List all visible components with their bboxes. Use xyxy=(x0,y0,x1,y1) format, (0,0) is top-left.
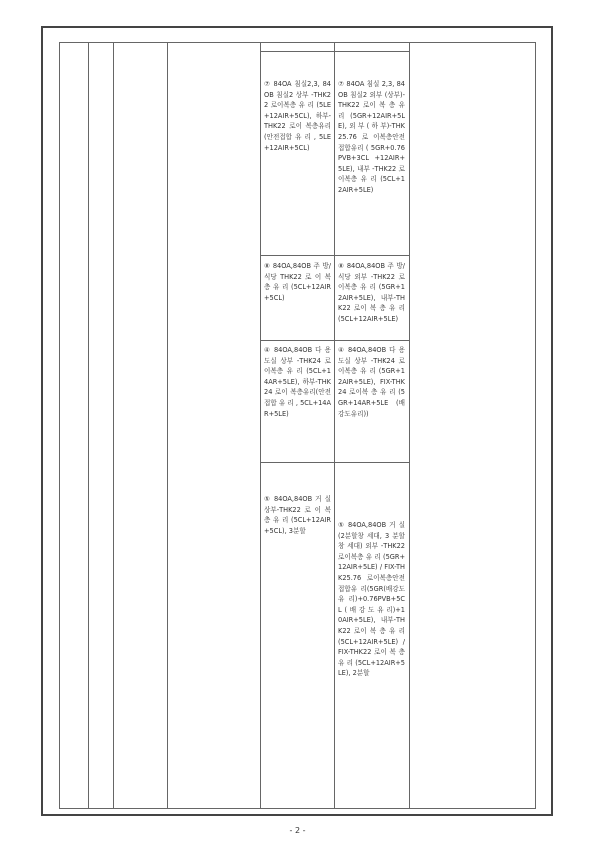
spec-before-cell: ⑤ 84OA,84OB 거 실 상부-THK22 로 이 복 층 유 리 (5CL+12AIR+5CL), 3분할 xyxy=(264,495,334,535)
spec-after-cell: ④ 84OA,84OB 다 용도실 상부 -THK24 로이복층 유 리 (5GR+12AIR+5LE), FIX-THK24 로이복 층 유 리 (5GR+14AR+5LE (배강도유리)) xyxy=(338,346,405,418)
row-divider xyxy=(260,462,409,463)
spec-after-cell: ⑤ 84OA,84OB 거 실(2분할창 세대, 3 분할창 세대) 외부 -THK22 로이복층 유 리 (5GR+12AIR+5LE) / FIX-THK25.76 로이복층안전접합유 리(5GR(배강도유 리)+0.76PVB+5CL ( 배 강 도 유 리)+10AIR+5LE), 내부-THK22 로이 복 층 유 리 (5CL+12AIR+5LE) / FIX-THK22 로이 복 층 유 리 (5CL+12AIR+5LE), 2분할 xyxy=(338,521,408,678)
spec-before-cell: ④ 84OA,84OB 다 용도실 상부 -THK24 로이복층 유 리 (5CL+14AR+5LE), 하부-THK24 로이 복층유리(안전접합 유 리 , 5CL+14AR+5LE) xyxy=(264,346,331,418)
spec-before-cell: ⑦ 84OA 침실2,3, 84OB 침실2 상부 -THK22 로이복층 유 리 (5LE+12AIR+5CL), 하부-THK22 로이 복층유리(안전접합 유 리 , 5LE+12AIR+5CL) xyxy=(264,80,331,152)
column-divider xyxy=(409,43,410,808)
spec-after-cell: ⑦ 84OA 침실 2,3, 84OB 침실2 외부 (상부)-THK22 로이 복 층 유 리 (5GR+12AIR+5LE), 외 부 ( 하 부)-THK25.76 로 이복층안전접합유리 ( 5GR+0.76PVB+3CL +12AIR+5LE), 내부 -THK22 로이복층 유 리 (5CL+12AIR+5LE) xyxy=(338,80,408,194)
column-divider xyxy=(260,43,261,808)
page-number: - 2 - xyxy=(289,826,306,835)
row-divider xyxy=(260,340,409,341)
column-divider xyxy=(167,43,168,808)
table-border-right xyxy=(535,43,536,808)
table-border-left xyxy=(59,43,60,808)
spec-after-cell: ⑧ 84OA,84OB 주 방/식당 외부 -THK22 로이복층 유 리 (5GR+12AIR+5LE), 내부-THK22 로이 복 층 유 리 (5CL+12AIR+5LE) xyxy=(338,262,408,323)
row-divider xyxy=(260,255,409,256)
column-divider xyxy=(334,43,335,808)
column-divider xyxy=(88,43,89,808)
row-divider xyxy=(260,51,409,52)
spec-before-cell: ⑧ 84OA,84OB 주 방/식당 THK22 로 이 복 층 유 리 (5CL+12AIR+5CL) xyxy=(264,262,334,302)
column-divider xyxy=(113,43,114,808)
spec-table xyxy=(59,42,536,809)
